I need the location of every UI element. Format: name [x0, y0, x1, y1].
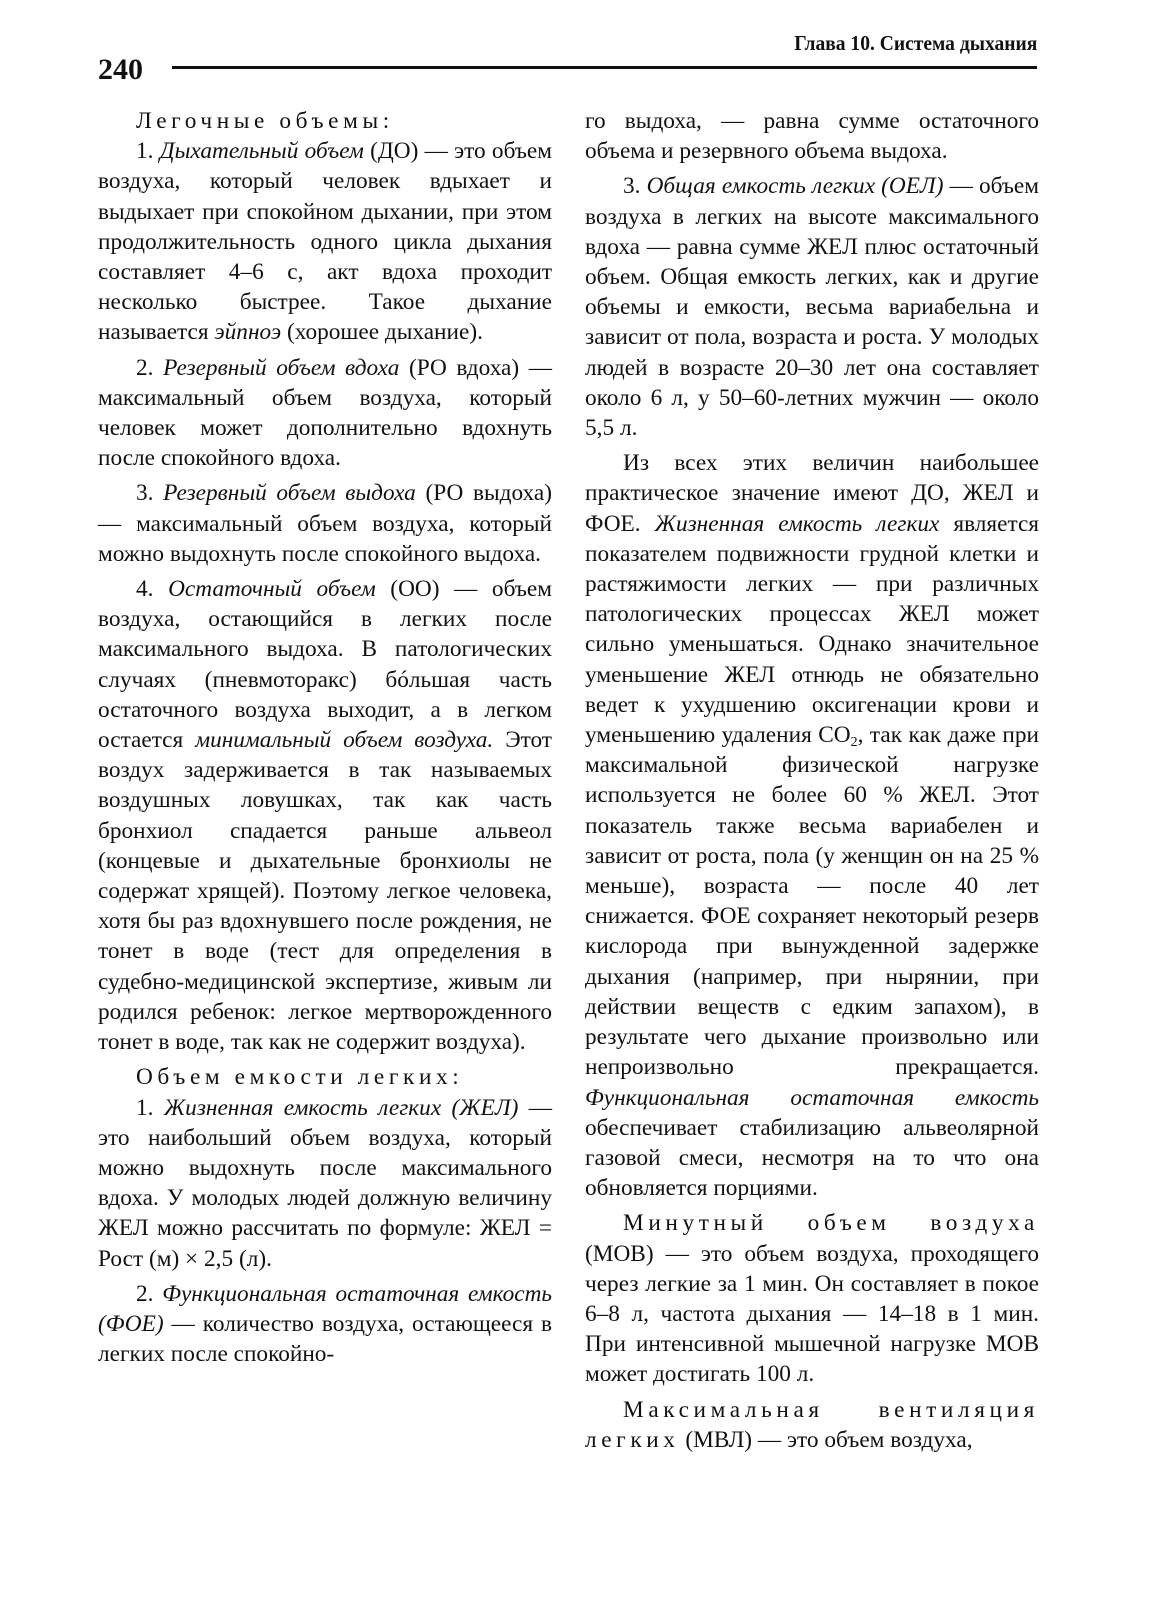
paragraph-minute-volume — [585, 1208, 1039, 1389]
paragraph-text: Из всех этих величин наибольшее практическое значение имеют ДО, ЖЕЛ и ФОЕ. — [585, 450, 1039, 537]
term-minute-volume: Минутный объем воздуха — [623, 1210, 1039, 1237]
paragraph-text: го выдоха, — равна сумме остаточного объема и резервного объема выдоха. — [585, 108, 1039, 165]
paragraph-text: обеспечивает стабилизацию альвеолярной газовой смеси, несмотря на то что она обновляется порциями. — [585, 1114, 1039, 1202]
paragraph-frc — [98, 1279, 552, 1370]
section-heading-text: Легочные объемы: — [136, 108, 394, 134]
term-eupnea: эйпноэ — [214, 319, 282, 346]
paragraph-text: Этот воздух задерживается в так называемых воздушных ловушках, так как часть бронхиол спадается раньше альвеол (концевые и дыхательные бронхиолы не содержат хрящей). Поэтому легкое человека, хотя бы раз вдохнувшего после рождения, не тонет в воде (тест для определения в судебно-медицинской экспертизе, живым ли родился ребенок: легкое мертворожденного тонет в воде, так как не содержит воздуха). — [98, 727, 552, 1056]
paragraph-text: — это наибольший объем воздуха, который можно выдохнуть после максимального вдоха. У молодых людей должную величину ЖЕЛ можно рассчитать по формуле: ЖЕЛ = Рост (м) × 2,5 (л). — [98, 1094, 553, 1272]
paragraph-text: (РО выдоха) — максимальный объем воздуха, который можно выдохнуть после спокойного выдоха. — [98, 480, 552, 567]
paragraph-text: (МОВ) — это объем воздуха, проходящего через легкие за 1 мин. Он составляет в покое 6–8 л, частота дыхания — 14–18 в 1 мин. При интенсивной мышечной нагрузке МОВ может достигать 100 л. — [585, 1240, 1039, 1388]
list-number: 2. — [136, 1280, 154, 1307]
list-number: 1. — [136, 1094, 154, 1121]
list-number: 1. — [136, 138, 154, 165]
header-rule — [172, 66, 1037, 69]
paragraph-total-capacity — [585, 171, 1039, 443]
term-frc: Функциональная остаточная емкость (ФОЕ) — [98, 1280, 553, 1337]
term-max-ventilation: Максимальная вентиляция легких — [585, 1396, 1039, 1453]
term-vital-capacity: Жизненная емкость легких (ЖЕЛ) — [163, 1094, 519, 1121]
list-number: 2. — [136, 354, 154, 381]
paragraph-text: (ДО) — это объем воздуха, который человек вдыхает и выдыхает при спокойном дыхании, при этом продолжительность одного цикла дыхания составляет 4–6 с, акт вдоха проходит несколько быстрее. Такое дыхание называется — [98, 138, 552, 346]
list-number: 3. — [136, 480, 154, 507]
paragraph-inspiratory-reserve — [98, 353, 552, 474]
term-frc: Функциональная остаточная емкость — [585, 1084, 1039, 1111]
term-tidal-volume: Дыхательный объем — [159, 138, 364, 165]
list-number: 3. — [623, 173, 641, 200]
term-vital-capacity: Жизненная емкость легких — [654, 510, 940, 537]
paragraph-max-ventilation — [585, 1395, 1039, 1455]
term-total-capacity: Общая емкость легких (ОЕЛ) — [646, 173, 944, 200]
paragraph-practical-significance — [585, 448, 1039, 1203]
paragraph-vital-capacity — [98, 1093, 552, 1274]
page-number: 240 — [98, 53, 143, 86]
paragraph-text: является показателем подвижности грудной клетки и растяжимости легких — при различных патологических процессах ЖЕЛ может сильно уменьшаться. Однако значительное уменьшение ЖЕЛ отнюдь не обязательно ведет к ухудшению оксигенации крови и уменьшению удаления CO — [585, 510, 1040, 749]
paragraph-text: — количество воздуха, остающееся в легких после спокойно- — [98, 1310, 552, 1368]
paragraph-expiratory-reserve — [98, 478, 552, 569]
subscript-2: 2 — [850, 735, 858, 751]
term-minimal-volume: минимальный объем воздуха. — [195, 727, 494, 754]
right-column — [585, 106, 1039, 1455]
paragraph-frc-continued — [585, 106, 1039, 166]
paragraph-text: , так как даже при максимальной физической нагрузке используется не более 60 % ЖЕЛ. Этот показатель также весьма вариабелен и зависит от роста, пола (у женщин он на 25 % меньше), возраста — после 40 лет снижается. ФОЕ сохраняет некоторый резерв кислорода при вынужденной задержке дыхания (например, при нырянии, при действии веществ с едким запахом), в результате чего дыхание произвольно или непроизвольно прекращается. — [585, 722, 1040, 1081]
paragraph-text: (хорошее дыхание). — [281, 319, 483, 346]
section-heading-lung-volumes — [98, 106, 552, 136]
section-heading-text: Объем емкости легких: — [136, 1064, 464, 1091]
paragraph-residual-volume — [98, 574, 552, 1057]
running-head: Глава 10. Система дыхания — [793, 31, 1037, 55]
paragraph-text: — объем воздуха в легких на высоте максимального вдоха — равна сумме ЖЕЛ плюс остаточный объем. Общая емкость легких, как и другие объемы и емкости, весьма вариабельна и зависит от пола, возраста и роста. У молодых людей в возрасте 20–30 лет она составляет около 6 л, у 50–60-летних мужчин — около 5,5 л. — [585, 173, 1040, 442]
term-expiratory-reserve: Резервный объем выдоха — [163, 480, 416, 507]
section-heading-lung-capacity — [98, 1062, 552, 1092]
term-inspiratory-reserve: Резервный объем вдоха — [163, 354, 400, 381]
paragraph-text: (ОО) — объем воздуха, остающийся в легких после максимального выдоха. В патологических случаях (пневмоторакс) бóльшая часть остаточного воздуха выходит, а в легком остается — [98, 576, 552, 754]
left-column — [98, 106, 552, 1369]
paragraph-text: (МВЛ) — это объем воздуха, — [679, 1426, 973, 1453]
paragraph-tidal-volume — [98, 136, 552, 347]
term-residual-volume: Остаточный объем — [168, 576, 376, 603]
list-number: 4. — [136, 576, 154, 603]
paragraph-text: (РО вдоха) — максимальный объем воздуха, который человек может дополнительно вдохнуть после спокойного вдоха. — [98, 354, 553, 472]
